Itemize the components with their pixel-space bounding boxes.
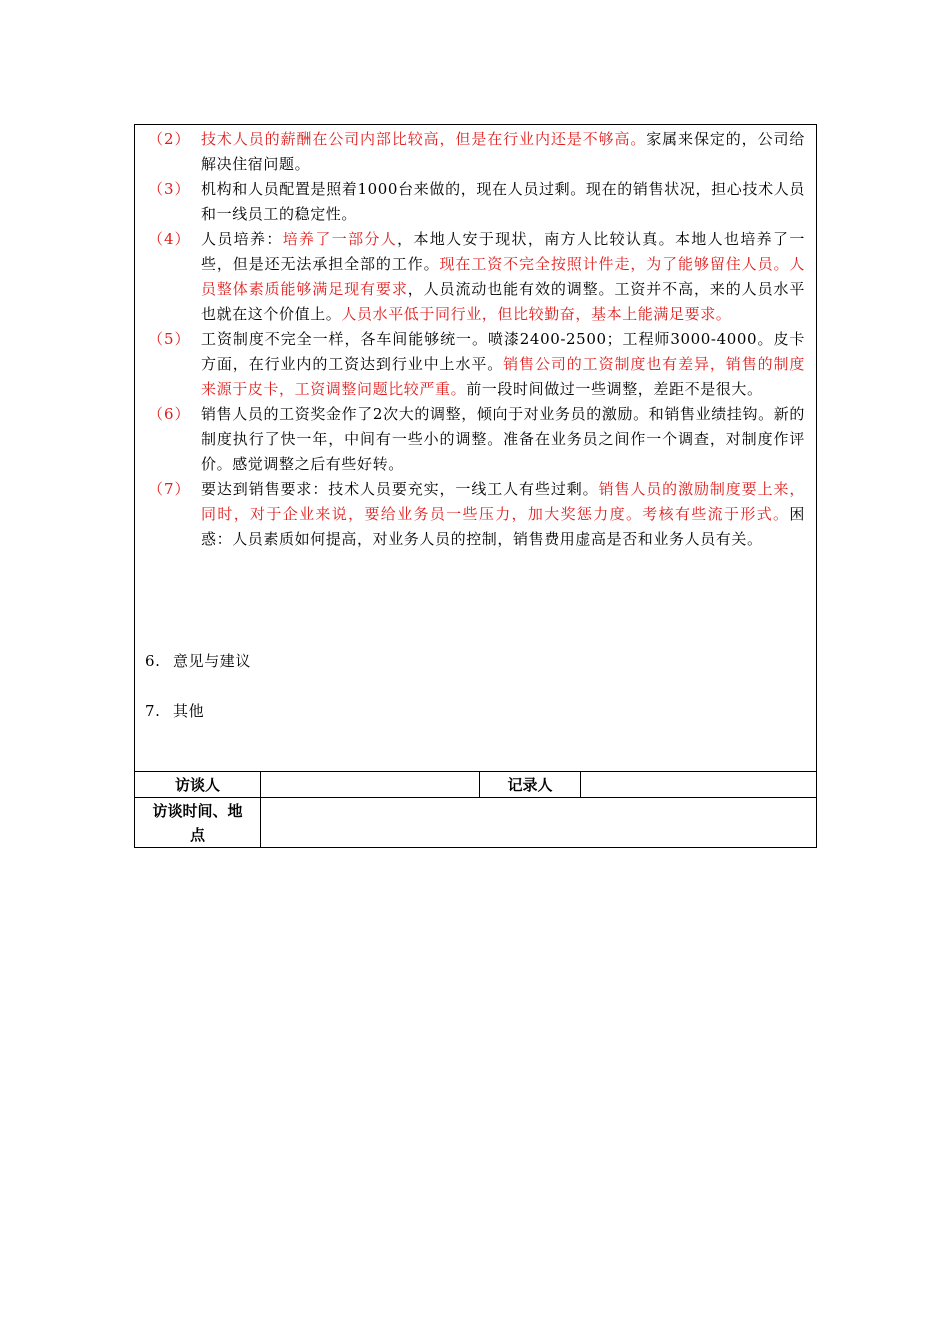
body-text: ，本地人安于现状，南方人比较认真。本地人也培养了一些，但是还无法承担全部的工作。 [201, 230, 805, 273]
body-text: 销售人员的工资奖金作了2次大的调整，倾向于对业务员的激励。和销售业绩挂钩。新的制度执行了快一年，中间有一些小的调整。准备在业务员之间作一个调查，对制度作评价。感觉调整之后有些好转。 [201, 405, 805, 473]
highlighted-text: 培养了一部分人 [282, 230, 398, 248]
finding-item [135, 227, 815, 327]
interviewer-value-field[interactable] [261, 772, 480, 798]
finding-item [135, 327, 815, 402]
section-other [145, 699, 204, 724]
section-title: 意见与建议 [173, 652, 252, 670]
recorder-label: 记录人 [480, 772, 581, 798]
finding-item [135, 477, 815, 552]
body-text: 前一段时间做过一些调整，差距不是很大。 [466, 380, 763, 398]
interviewer-label: 访谈人 [135, 772, 261, 798]
section-number: 7. [145, 702, 161, 720]
highlighted-text: 人员水平低于同行业，但比较勤奋，基本上能满足要求。 [341, 305, 732, 323]
time-place-label [135, 798, 261, 848]
finding-number: （4） [148, 230, 191, 248]
highlighted-text: 销售人员的激励制度要上来，同时，对于企业来说，要给业务员一些压力，加大奖惩力度。考核有些流于形式。 [201, 480, 805, 523]
body-text: 人员培养： [201, 230, 283, 248]
finding-item [135, 402, 815, 477]
finding-number: （2） [148, 130, 191, 148]
finding-item [135, 127, 815, 177]
section-number: 6. [145, 652, 161, 670]
body-text: 工资制度不完全一样，各车间能够统一。喷漆2400-2500；工程师3000-4000。皮卡方面，在行业内的工资达到行业中上水平。 [201, 330, 805, 373]
section-title: 其他 [173, 702, 205, 720]
interview-content-cell [135, 125, 817, 772]
findings-list [135, 127, 815, 552]
body-text: ，人员流动也能有效的调整。工资并不高，来的人员水平也就在这个价值上。 [201, 280, 805, 323]
highlighted-text: 销售公司的工资制度也有差异，销售的制度来源于皮卡，工资调整问题比较严重。 [201, 355, 806, 398]
finding-text [201, 177, 805, 227]
time-place-value-field[interactable] [261, 798, 817, 848]
interview-record-table [134, 124, 817, 848]
finding-number: （3） [148, 180, 191, 198]
section-suggestions [145, 649, 251, 674]
finding-item [135, 177, 815, 227]
time-place-label-line1: 访谈时间、地 [152, 801, 243, 820]
recorder-value-field[interactable] [581, 772, 817, 798]
body-text: 机构和人员配置是照着1000台来做的，现在人员过剩。现在的销售状况，担心技术人员和一线员工的稳定性。 [201, 180, 805, 223]
finding-number: （5） [148, 330, 191, 348]
finding-number: （6） [148, 405, 191, 423]
finding-text [201, 127, 805, 177]
finding-text [201, 477, 805, 552]
finding-text [201, 327, 805, 402]
body-text: 家属来保定的，公司给解决住宿问题。 [201, 130, 805, 173]
finding-text [201, 402, 805, 477]
finding-number: （7） [148, 480, 191, 498]
time-place-label-line2: 点 [189, 825, 205, 844]
body-text: 困惑：人员素质如何提高，对业务人员的控制，销售费用虚高是否和业务人员有关。 [201, 505, 805, 548]
highlighted-text: 技术人员的薪酬在公司内部比较高，但是在行业内还是不够高。 [201, 130, 647, 148]
finding-text [201, 227, 805, 327]
highlighted-text: 现在工资不完全按照计件走，为了能够留住人员。人员整体素质能够满足现有要求 [201, 255, 805, 298]
body-text: 要达到销售要求：技术人员要充实，一线工人有些过剩。 [201, 480, 599, 498]
